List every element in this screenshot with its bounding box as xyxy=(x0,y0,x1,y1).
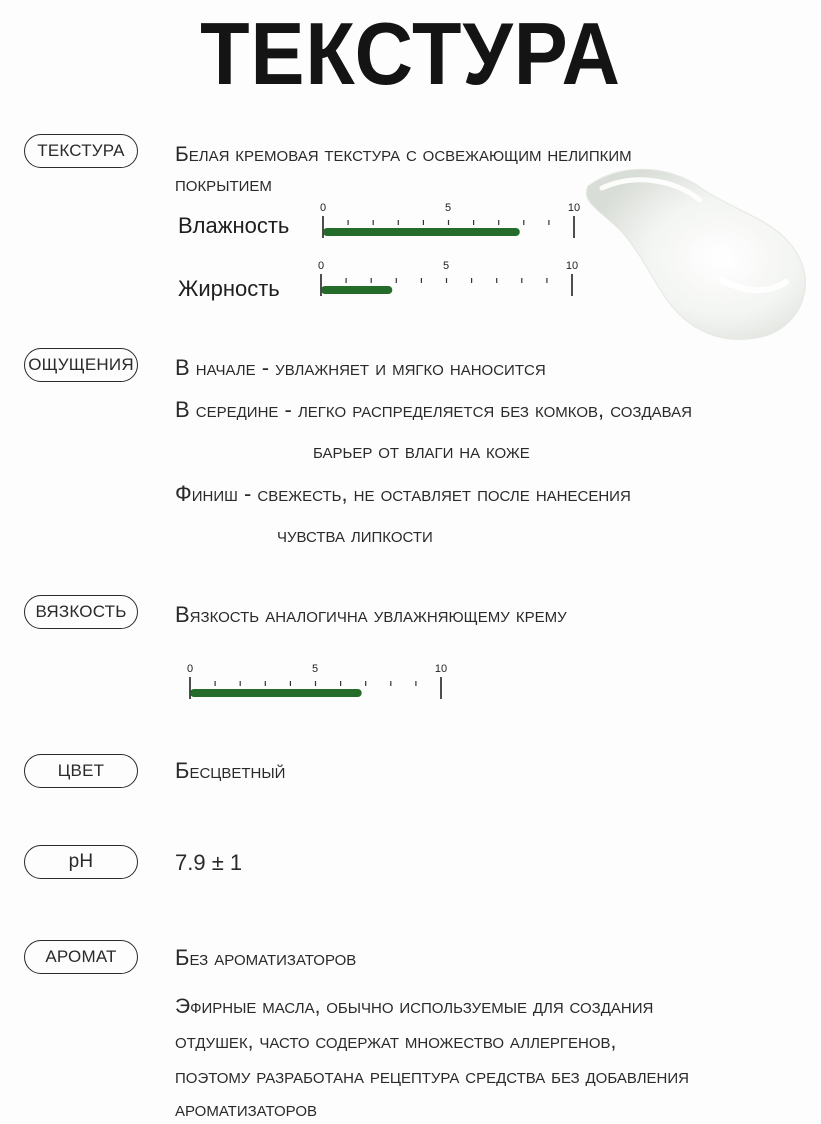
scale-value-bar xyxy=(321,286,392,294)
scale-value-bar xyxy=(323,228,520,236)
aroma-badge: АРОМАТ xyxy=(24,940,138,974)
sensations-line-1: В начале - увлажняет и мягко наносится xyxy=(175,355,546,380)
scale-mid-label: 5 xyxy=(442,260,450,272)
scale-max-label: 10 xyxy=(434,663,448,675)
ph-value: 7.9 ± 1 xyxy=(175,850,243,875)
ph-badge: pH xyxy=(24,845,138,879)
oiliness-scale xyxy=(312,258,582,302)
scale-mid-label: 5 xyxy=(444,202,452,214)
texture-description-line-1: Белая кремовая текстура с освежающим нелипким xyxy=(175,143,632,166)
aroma-line-1: Без ароматизаторов xyxy=(175,945,357,970)
moisture-label: Влажность xyxy=(178,213,290,238)
sensations-line-5: чувства липкости xyxy=(277,524,433,547)
scale-max-label: 10 xyxy=(565,260,579,272)
scale-mid-label: 5 xyxy=(311,663,319,675)
sensations-line-4: Финиш - свежесть, не оставляет после нанесения xyxy=(175,481,631,506)
aroma-line-5: ароматизаторов xyxy=(175,1098,318,1121)
sensations-line-3: барьер от влаги на коже xyxy=(313,440,530,463)
aroma-line-4: поэтому разработана рецептура средства без добавления xyxy=(175,1065,689,1088)
moisture-scale xyxy=(314,200,584,244)
oiliness-label: Жирность xyxy=(178,276,280,301)
texture-badge: ТЕКСТУРА xyxy=(24,134,138,168)
aroma-line-2: Эфирные масла, обычно используемые для создания xyxy=(175,995,654,1018)
page-title: ТЕКСТУРА xyxy=(200,4,621,103)
viscosity-badge: ВЯЗКОСТЬ xyxy=(24,595,138,629)
scale-min-label: 0 xyxy=(317,260,325,272)
cream-swatch-image xyxy=(572,160,812,345)
scale-min-label: 0 xyxy=(319,202,327,214)
sensations-badge: ОЩУЩЕНИЯ xyxy=(24,348,138,382)
scale-max-label: 10 xyxy=(567,202,581,214)
sensations-line-2: В середине - легко распределяется без комков, создавая xyxy=(175,397,692,422)
aroma-line-3: отдушек, часто содержат множество аллергенов, xyxy=(175,1030,617,1053)
viscosity-scale xyxy=(181,661,451,705)
texture-description-line-2: покрытием xyxy=(175,173,272,196)
color-value: Бесцветный xyxy=(175,758,286,783)
color-badge: ЦВЕТ xyxy=(24,754,138,788)
scale-min-label: 0 xyxy=(186,663,194,675)
viscosity-description: Вязкость аналогична увлажняющему крему xyxy=(175,602,567,627)
scale-value-bar xyxy=(190,689,362,697)
